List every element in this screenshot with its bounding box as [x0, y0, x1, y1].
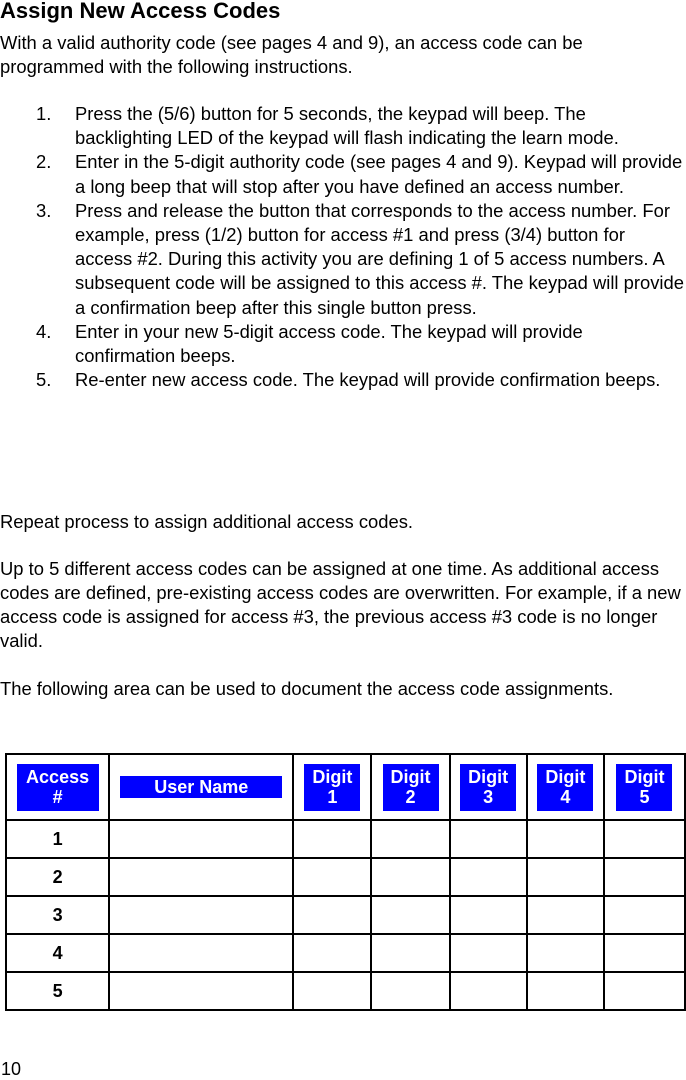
digit-cell[interactable] — [527, 896, 604, 934]
page-title: Assign New Access Codes — [0, 0, 281, 23]
step-text: Re-enter new access code. The keypad will provide confirmation beeps. — [75, 369, 661, 391]
step-number: 1. — [36, 103, 52, 124]
digit-cell[interactable] — [293, 820, 371, 858]
digit-cell[interactable] — [450, 972, 527, 1010]
access-code-table — [5, 753, 686, 1011]
step-text: Enter in your new 5-digit access code. The keypad will provide confirmation beeps. — [75, 320, 583, 367]
instruction-steps — [0, 102, 686, 392]
digit-cell[interactable] — [450, 934, 527, 972]
table-row — [6, 820, 685, 858]
access-number-cell: 2 — [6, 858, 109, 896]
digit-cell[interactable] — [371, 972, 449, 1010]
digit-cell[interactable] — [604, 896, 685, 934]
header-access-label: Access # — [17, 764, 99, 811]
document-note: The following area can be used to document the access code assignments. — [0, 678, 614, 699]
user-name-cell[interactable] — [109, 858, 293, 896]
table-row — [6, 896, 685, 934]
digit-cell[interactable] — [450, 820, 527, 858]
step-item — [0, 199, 686, 320]
step-item — [0, 102, 686, 150]
access-number-cell: 4 — [6, 934, 109, 972]
step-number: 4. — [36, 320, 52, 342]
table-row — [6, 934, 685, 972]
digit-cell[interactable] — [604, 858, 685, 896]
digit-cell[interactable] — [604, 934, 685, 972]
repeat-note: Repeat process to assign additional access codes. — [0, 511, 414, 532]
header-digit-3: Digit 3 — [450, 754, 527, 820]
digit-cell[interactable] — [450, 896, 527, 934]
user-name-cell[interactable] — [109, 820, 293, 858]
step-number: 2. — [36, 151, 52, 173]
digit-cell[interactable] — [450, 858, 527, 896]
intro-paragraph: With a valid authority code (see pages 4 and 9), an access code can be programmed with the following instructions. — [0, 32, 583, 77]
step-item — [0, 150, 686, 198]
digit-cell[interactable] — [604, 820, 685, 858]
digit-cell[interactable] — [527, 972, 604, 1010]
step-number: 3. — [36, 199, 52, 221]
access-number-cell: 5 — [6, 972, 109, 1010]
digit-cell[interactable] — [371, 820, 449, 858]
user-name-cell[interactable] — [109, 896, 293, 934]
digit-cell[interactable] — [371, 934, 449, 972]
digit-cell[interactable] — [293, 896, 371, 934]
digit-cell[interactable] — [293, 972, 371, 1010]
digit-cell[interactable] — [604, 972, 685, 1010]
step-item — [0, 368, 686, 392]
header-digit-2: Digit 2 — [371, 754, 449, 820]
step-number: 5. — [36, 369, 52, 391]
header-digit-1: Digit 1 — [293, 754, 371, 820]
digit-cell[interactable] — [293, 934, 371, 972]
overwrite-note: Up to 5 different access codes can be assigned at one time. As additional access codes are defined, pre-existing access codes are overwritten. For example, if a new access code is assigned for access #3, the previous access #3 code is no longer valid. — [0, 558, 681, 651]
user-name-cell[interactable] — [109, 972, 293, 1010]
digit-cell[interactable] — [527, 858, 604, 896]
user-name-cell[interactable] — [109, 934, 293, 972]
step-item — [0, 320, 686, 368]
step-text: Enter in the 5-digit authority code (see pages 4 and 9). Keypad will provide a long beep that will stop after you have defined an access number. — [75, 151, 683, 197]
header-user-name-label: User Name — [120, 776, 282, 798]
header-digit-4: Digit 4 — [527, 754, 604, 820]
header-access — [6, 754, 109, 820]
step-text: Press the (5/6) button for 5 seconds, the keypad will beep. The backlighting LED of the keypad will flash indicating the learn mode. — [75, 103, 619, 149]
header-digit-5: Digit 5 — [604, 754, 685, 820]
step-text: Press and release the button that corresponds to the access number. For example, press (1/2) button for access #1 and press (3/4) button for access #2. During this activity you are defining 1 of 5 access numbers. A subsequent code will be assigned to this access #. The keypad will provide a confirmation beep after this single button press. — [75, 199, 684, 318]
digit-cell[interactable] — [371, 858, 449, 896]
table-header-row — [6, 754, 685, 820]
table-row — [6, 858, 685, 896]
page-number: 10 — [1, 1059, 22, 1079]
access-number-cell: 1 — [6, 820, 109, 858]
table-row — [6, 972, 685, 1010]
digit-cell[interactable] — [527, 934, 604, 972]
access-number-cell: 3 — [6, 896, 109, 934]
digit-cell[interactable] — [527, 820, 604, 858]
header-user-name — [109, 754, 293, 820]
digit-cell[interactable] — [371, 896, 449, 934]
digit-cell[interactable] — [293, 858, 371, 896]
